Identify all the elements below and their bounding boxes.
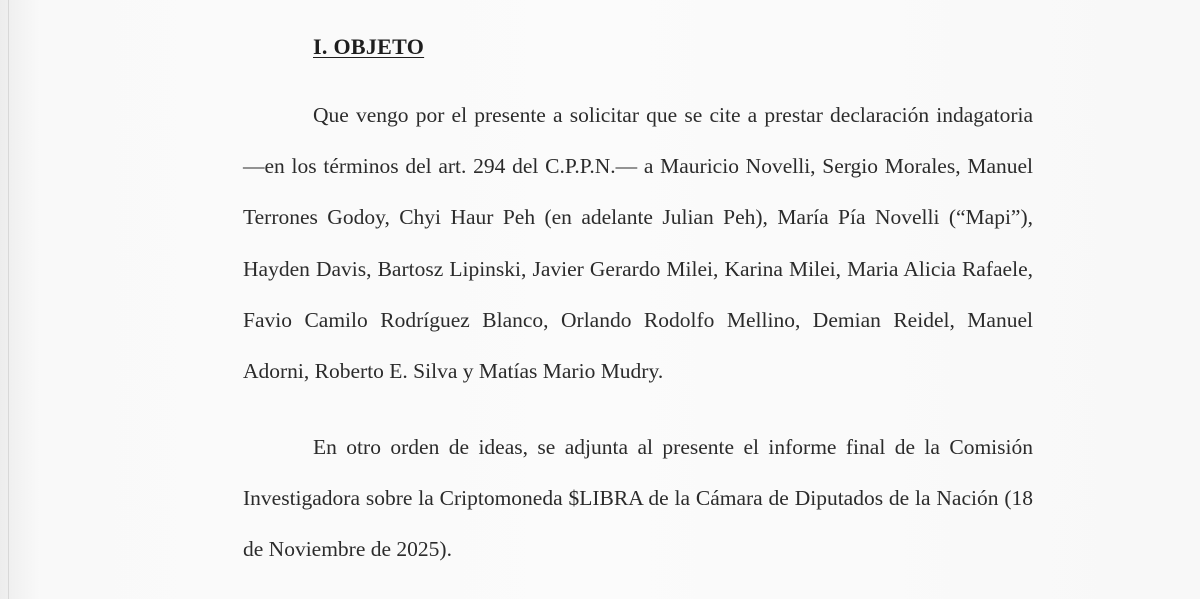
paragraph-objeto-request: Que vengo por el presente a solicitar que se cite a prestar declaración indagatoria —en los términos del art. 294 del C.P.P.N.— a Mauricio Novelli, Sergio Morales, Manuel Terrones Godoy, Chyi Haur Peh (en adelante Julian Peh), María Pía Novelli (“Mapi”), Hayden Davis, Bartosz Lipinski, Javier Gerardo Milei, Karina Milei, Maria Alicia Rafaele, Favio Camilo Rodríguez Blanco, Orlando Rodolfo Mellino, Demian Reidel, Manuel Adorni, Roberto E. Silva y Matías Mario Mudry.: [243, 103, 1033, 384]
page-edge-divider: [8, 0, 9, 599]
section-heading: I. OBJETO: [313, 34, 425, 59]
paragraph-attached-report: En otro orden de ideas, se adjunta al presente el informe final de la Comisión Investigadora sobre la Criptomoneda $LIBRA de la Cámara de Diputados de la Nación (18 de Noviembre de 2025).: [243, 435, 1033, 562]
